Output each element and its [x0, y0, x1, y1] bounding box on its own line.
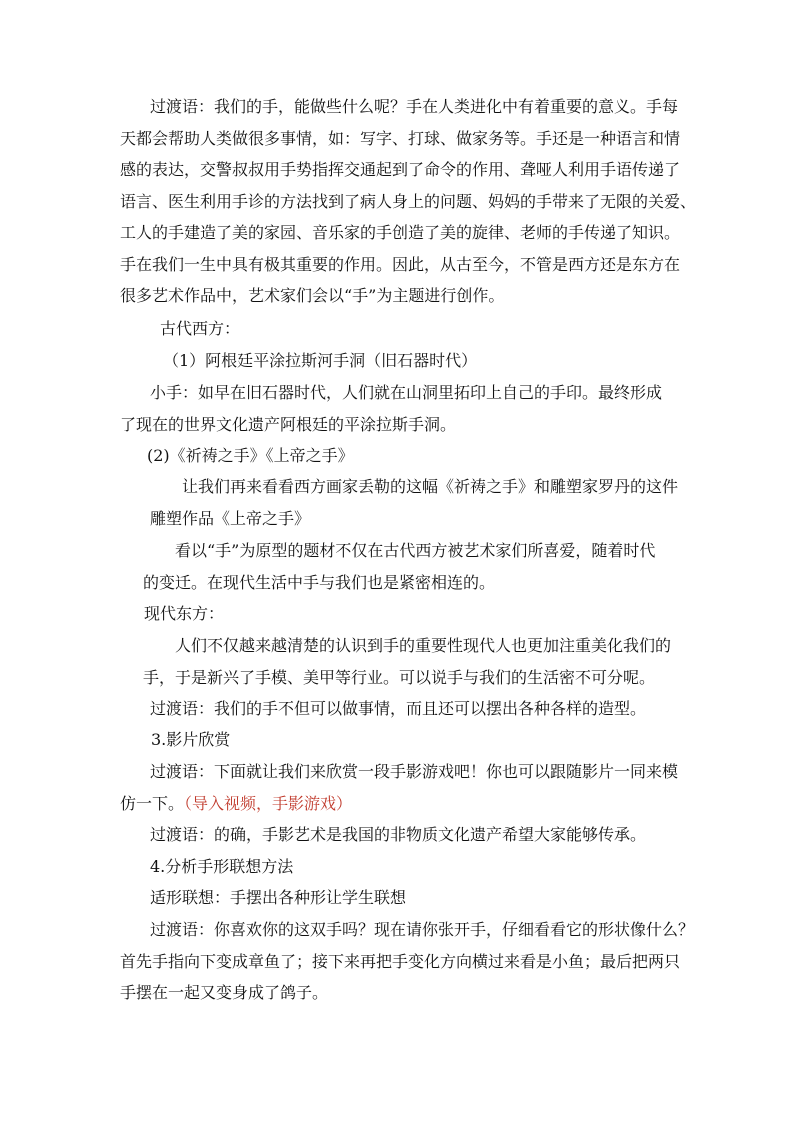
item-2-heading — [147, 440, 354, 472]
intro-transition-paragraph — [120, 91, 696, 312]
section-4-heading — [150, 851, 293, 883]
paragraph-line: 过渡语：下面就让我们来欣赏一段手影游戏吧！你也可以跟随影片一同来模 — [150, 762, 679, 781]
item-1-heading — [163, 345, 477, 377]
paragraph-line: 天都会帮助人类做很多事情，如：写字、打球、做家务等。手还是一种语言和情 — [120, 128, 681, 148]
shape-association-paragraph — [150, 882, 406, 914]
paragraph-line: 感的表达，交警叔叔用手势指挥交通起到了命令的作用、聋哑人利用手语传递了 — [120, 160, 681, 179]
paragraph-line: 手，于是新兴了手模、美甲等行业。可以说手与我们的生活密不可分呢。 — [143, 667, 656, 687]
shapes-transition-paragraph — [150, 693, 646, 725]
paragraph-line: 适形联想：手摆出各种形让学生联想 — [150, 888, 407, 907]
paragraph-line: 看以“手”为原型的题材不仅在古代西方被艺术家们所喜爱，随着时代 — [175, 541, 656, 560]
paragraph-line: 手在我们一生中具有极其重要的作用。因此，从古至今，不管是西方还是东方在 — [120, 254, 681, 274]
paragraph-line: （1）阿根廷平涂拉斯河手洞（旧石器时代） — [163, 351, 478, 370]
ancient-west-heading — [160, 313, 240, 345]
paragraph-line: 古代西方： — [160, 319, 241, 338]
paragraph-line: 很多艺术作品中，艺术家们会以“手”为主题进行创作。 — [120, 286, 505, 305]
paragraph-line: 首先手指向下变成章鱼了；接下来再把手变化方向横过来看是小鱼；最后把两只 — [120, 951, 681, 971]
paragraph-line: 了现在的世界文化遗产阿根廷的平涂拉斯手洞。 — [120, 414, 457, 434]
shadow-play-paragraph — [120, 756, 678, 819]
paragraph-line: 手摆在一起又变身成了鸽子。 — [120, 983, 329, 1002]
paragraph-line: 人们不仅越来越清楚的认识到手的重要性现代人也更加注重美化我们的 — [175, 636, 672, 655]
paragraph-line: 3.影片欣赏 — [151, 730, 231, 749]
cave-of-hands-paragraph — [120, 377, 662, 440]
paragraph-line: 小手：如早在旧石器时代，人们就在山洞里拓印上自己的手印。最终形成 — [150, 383, 663, 402]
paragraph-line: 4.分析手形联想方法 — [150, 857, 294, 876]
paragraph-line: 过渡语：你喜欢你的这双手吗？现在请你张开手，仔细看看它的形状像什么？ — [150, 920, 695, 939]
section-3-heading — [151, 724, 230, 756]
modern-hands-paragraph — [143, 630, 671, 693]
video-note-red: （导入视频，手影游戏） — [184, 793, 353, 813]
paragraph-line: 让我们再来看看西方画家丢勒的这幅《祈祷之手》和雕塑家罗丹的这件 — [182, 477, 679, 496]
paragraph-line: 语言、医生利用手诊的方法找到了病人身上的问题、妈妈的手带来了无限的关爱、 — [120, 191, 697, 211]
hand-shapes-paragraph — [120, 914, 694, 1009]
paragraph-line: 的变迁。在现代生活中手与我们也是紧密相连的。 — [143, 572, 496, 592]
paragraph-line: 现代东方： — [144, 604, 225, 623]
paragraph-line: (2)《祈祷之手》《上帝之手》 — [147, 446, 354, 465]
paragraph-line: 过渡语：我们的手不但可以做事情，而且还可以摆出各种各样的造型。 — [150, 699, 647, 718]
paragraph-line: 工人的手建造了美的家园、音乐家的手创造了美的旋律、老师的手传递了知识。 — [120, 223, 681, 242]
paragraph-line: 雕塑作品《上帝之手》 — [150, 508, 311, 528]
durer-rodin-paragraph — [150, 471, 678, 534]
paragraph-line — [120, 788, 678, 820]
paragraph-line: 过渡语：的确，手影艺术是我国的非物质文化遗产希望大家能够传承。 — [150, 825, 647, 844]
modern-east-heading — [144, 598, 224, 630]
paragraph-line: 过渡语：我们的手，能做些什么呢？手在人类进化中有着重要的意义。手每 — [150, 97, 679, 116]
hand-theme-paragraph — [143, 535, 655, 598]
heritage-transition-paragraph — [150, 819, 646, 851]
paragraph-line-text: 仿一下。 — [120, 793, 185, 813]
